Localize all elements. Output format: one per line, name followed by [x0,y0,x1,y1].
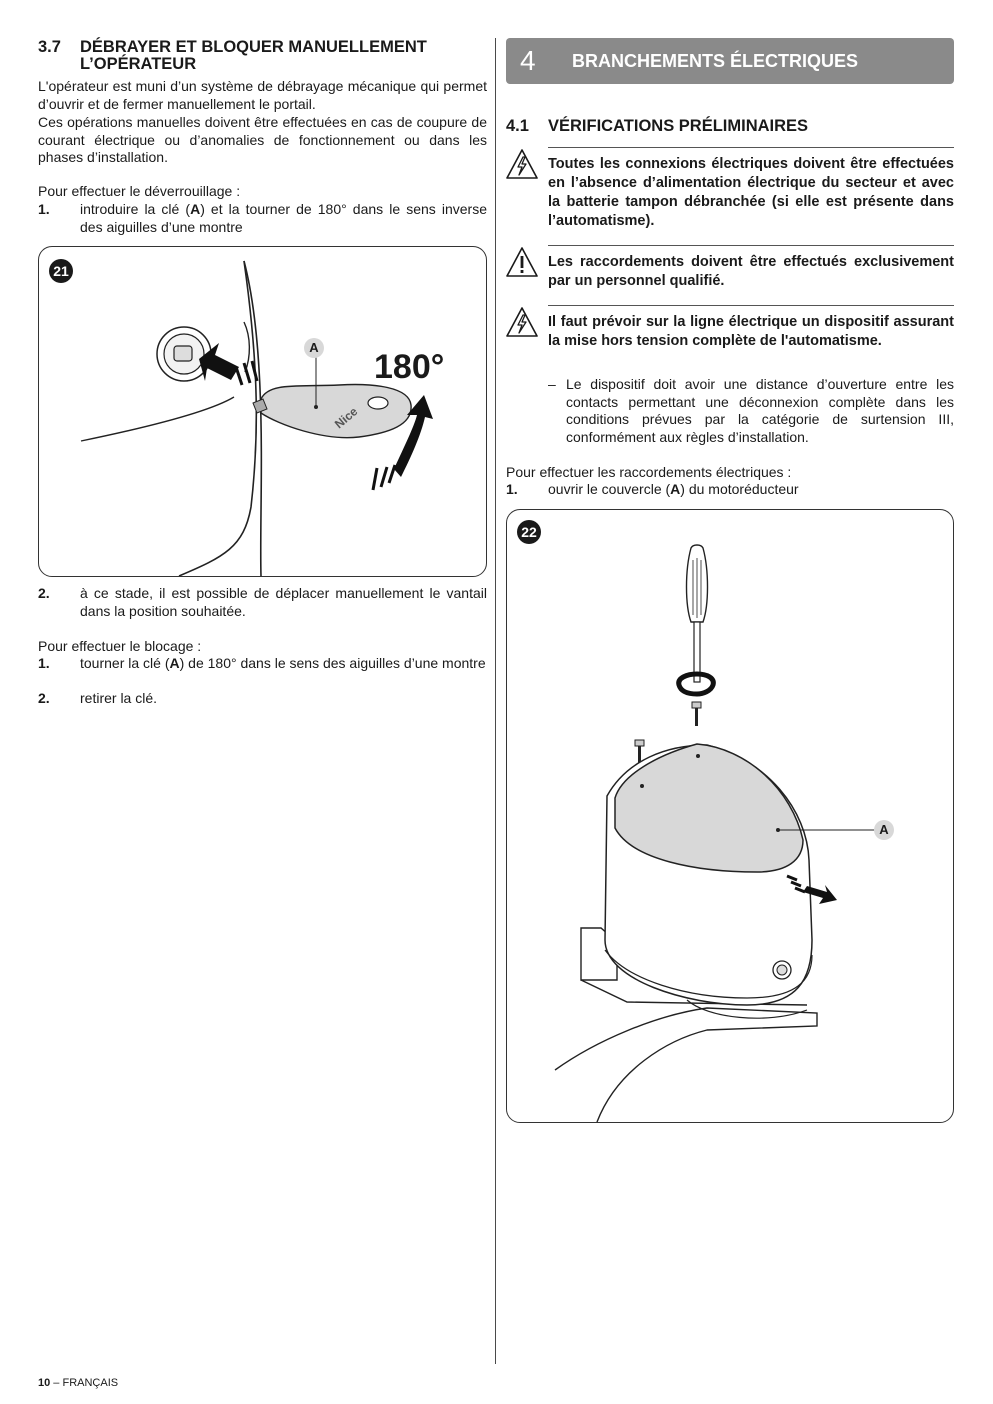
step-number: 1. [38,655,50,671]
key-unlock-illustration [39,247,486,576]
callout-a: A [874,820,894,840]
section-title-line2: L’OPÉRATEUR [80,55,197,73]
warning-rule [548,245,954,246]
dash-note [548,376,954,448]
step-text: retirer la clé. [80,690,158,706]
dash-note-text: Le dispositif doit avoir une distance d’ouverture entre les contacts permettant une déconnexion complète dans les conditions prévues par la catégorie de surtension III, conformément aux règles d’installation. [566,376,954,445]
step-text: ouvrir le couvercle (A) du motoréducteur [548,481,799,497]
step-number: 2. [38,690,50,706]
lock-step-2 [38,690,487,708]
section-title-line1: DÉBRAYER ET BLOQUER MANUELLEMENT [80,38,427,56]
step-text: à ce stade, il est possible de déplacer manuellement le vantail dans la position souhaitée. [80,585,487,619]
warning-text: Il faut prévoir sur la ligne électrique un dispositif assurant la mise hors tension complète de l'automatisme. [548,314,954,349]
page-footer [38,1377,118,1389]
footer-language: FRANÇAIS [62,1377,119,1389]
column-divider [495,38,496,1364]
unlock-step-1 [38,201,487,237]
angle-label: 180° [374,348,445,386]
footer-separator: – [50,1377,63,1389]
warning-rule [548,305,954,306]
lock-intro: Pour effectuer le blocage : [38,638,202,654]
unlock-intro: Pour effectuer le déverrouillage : [38,183,241,199]
figure-21 [38,246,487,577]
intro-paragraph-2: Ces opérations manuelles doivent être effectuées en cas de coupure de courant électrique ou d’anomalies de fonctionnement ou dans les phases d’installation. [38,114,487,165]
warning-electrical-disconnect [506,147,954,229]
step-text: tourner la clé (A) de 180° dans le sens des aiguilles d’une montre [80,655,486,671]
page-number: 10 [38,1377,51,1389]
key-brand-label: Nice [331,404,361,432]
step-number: 2. [38,585,50,601]
section-number: 4.1 [506,117,529,135]
warning-text: Les raccordements doivent être effectués exclusivement par un personnel qualifié. [548,254,954,289]
connect-intro: Pour effectuer les raccordements électriques : [506,464,792,480]
chapter-title: BRANCHEMENTS ÉLECTRIQUES [572,51,859,71]
section-title: VÉRIFICATIONS PRÉLIMINAIRES [548,117,809,135]
dash-mark: – [548,376,556,392]
connect-step-1 [506,481,954,499]
chapter-banner [506,38,954,84]
warning-disconnect-device [506,305,954,369]
motor-cover-illustration [507,510,953,1122]
electric-hazard-icon [506,149,538,179]
figure-number-badge: 21 [49,259,73,283]
step-text: introduire la clé (A) et la tourner de 180° dans le sens inverse des aiguilles d’une montre [80,201,487,235]
figure-number-badge: 22 [517,520,541,544]
warning-text: Toutes les connexions électriques doivent être effectuées en l’absence d’alimentation électrique du secteur et avec la batterie tampon débranchée (si elle est présente dans l’automatisme). [548,156,954,229]
warning-icon [506,247,538,277]
intro-paragraph-1: L'opérateur est muni d’un système de débrayage mécanique qui permet d’ouvrir et de fermer manuellement le portail. [38,78,487,112]
warning-rule [548,147,954,148]
step-number: 1. [38,201,50,217]
section-number: 3.7 [38,38,61,56]
figure-22 [506,509,954,1123]
warning-qualified-personnel [506,245,954,289]
electric-hazard-icon [506,307,538,337]
lock-step-1 [38,655,487,691]
chapter-number: 4 [520,45,536,76]
step-number: 1. [506,481,518,497]
unlock-step-2 [38,585,487,621]
callout-a: A [304,338,324,358]
